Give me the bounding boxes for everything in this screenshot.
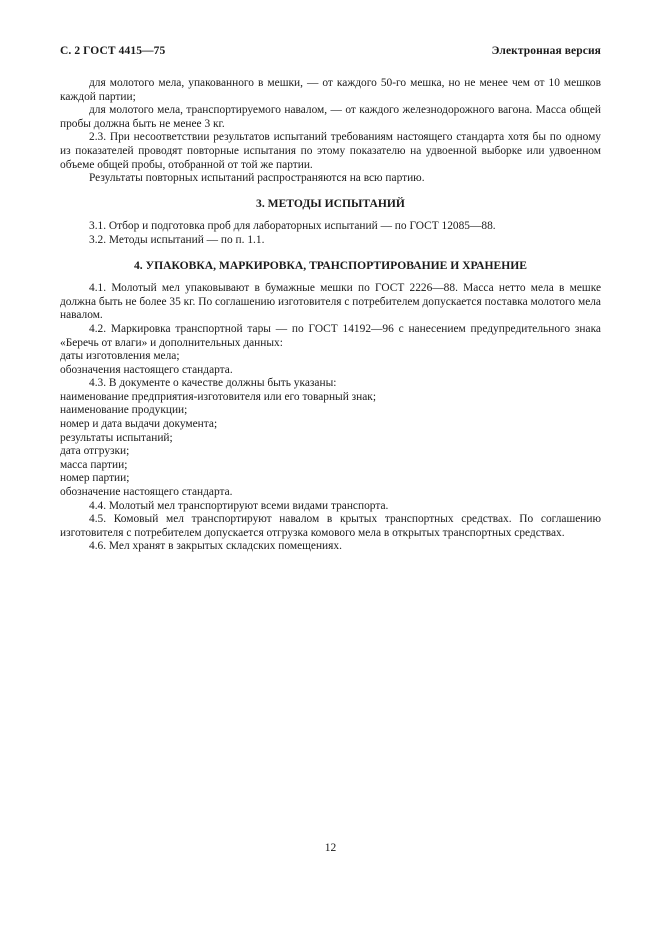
clause-4-4: 4.4. Молотый мел транспортируют всеми видами транспорта. xyxy=(89,499,389,512)
list-item: наименование продукции; xyxy=(60,404,188,417)
paragraph: Результаты повторных испытаний распространяются на всю партию. xyxy=(89,172,425,185)
section-4-title: 4. УПАКОВКА, МАРКИРОВКА, ТРАНСПОРТИРОВАНИЕ И ХРАНЕНИЕ xyxy=(133,258,528,272)
list-item: дата отгрузки; xyxy=(60,445,130,458)
page-number: 12 xyxy=(324,842,337,854)
header-standard-ref: С. 2 ГОСТ 4415—75 xyxy=(60,45,166,57)
section-3-item: 3.2. Методы испытаний — по п. 1.1. xyxy=(89,233,265,246)
clause-4-1: 4.1. Молотый мел упаковывают в бумажные мешки по ГОСТ 2226—88. Масса нетто мела в мешке должна быть не более 35 кг. По соглашению изготовителя с потребителем допускается поставка молотого мела навалом. xyxy=(60,282,601,322)
clause-4-2: 4.2. Маркировка транспортной тары — по ГОСТ 14192—96 с нанесением предупредительного знака «Беречь от влаги» и дополнительных данных: xyxy=(60,322,601,349)
clause-4-3: 4.3. В документе о качестве должны быть указаны: xyxy=(89,377,337,390)
list-item: обозначение настоящего стандарта. xyxy=(60,486,233,499)
list-item: обозначения настоящего стандарта. xyxy=(60,363,233,376)
paragraph: 2.3. При несоответствии результатов испытаний требованиям настоящего стандарта хотя бы по одному из показателей проводят повторные испытания по этому показателю на удвоенной выборке или удвоенном объеме общей пробы, отобранной от той же партии. xyxy=(60,131,601,171)
list-item: масса партии; xyxy=(60,458,128,471)
list-item: номер партии; xyxy=(60,472,130,485)
list-item: номер и дата выдачи документа; xyxy=(60,418,218,431)
section-3-item: 3.1. Отбор и подготовка проб для лабораторных испытаний — по ГОСТ 12085—88. xyxy=(89,220,496,233)
header-edition: Электронная версия xyxy=(491,45,601,57)
clause-4-6: 4.6. Мел хранят в закрытых складских помещениях. xyxy=(89,540,342,553)
paragraph: для молотого мела, упакованного в мешки, — от каждого 50-го мешка, но не менее чем от 10 мешков каждой партии; xyxy=(60,77,601,103)
paragraph: для молотого мела, транспортируемого навалом, — от каждого железнодорожного вагона. Масса общей пробы должна быть не менее 3 кг. xyxy=(60,104,601,130)
list-item: даты изготовления мела; xyxy=(60,350,180,363)
list-item: результаты испытаний; xyxy=(60,431,173,444)
list-item: наименование предприятия-изготовителя или его товарный знак; xyxy=(60,390,376,403)
document-body xyxy=(60,77,601,554)
clause-4-5: 4.5. Комовый мел транспортируют навалом в крытых транспортных средствах. По соглашению изготовителя с потребителем допускается отгрузка комового мела в открытых транспортных средствах. xyxy=(60,513,601,539)
section-3-title: 3. МЕТОДЫ ИСПЫТАНИЙ xyxy=(256,196,405,210)
